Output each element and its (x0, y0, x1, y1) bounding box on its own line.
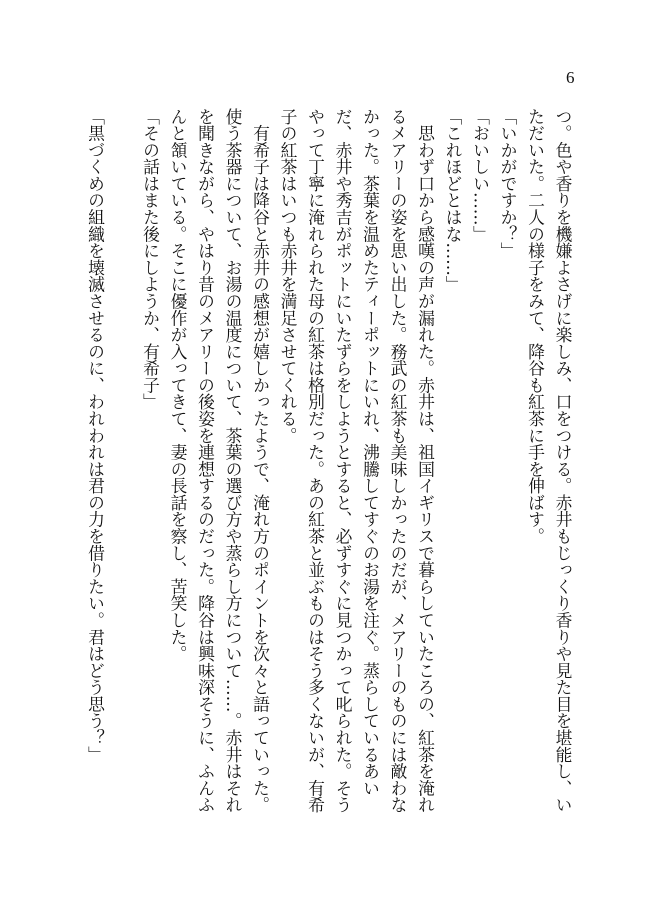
text-line: 子の紅茶はいつも赤井を満足させてくれる。 (278, 108, 298, 444)
dialogue-line: 「これほどとはな……」 (443, 108, 463, 293)
text-line: かった。茶葉を温めたティーポットにいれ、沸騰してすぐのお湯を注ぐ。蒸らしているあい (360, 108, 381, 797)
vertical-text-block (81, 108, 576, 820)
page-number: 6 (566, 68, 575, 87)
dialogue-line: 「黒づくめの組織を壊滅させるのに、われわれは君の力を借りたい。君はどう思う？」 (85, 108, 106, 763)
text-line: つ。色や香りを機嫌よさげに楽しみ、口をつける。赤井もじっくり香りや見た目を堪能し、い (553, 108, 573, 814)
text-line: るメアリーの姿を思い出した。務武の紅茶も美味しかったのだが、メアリーのものには敵わな (388, 108, 408, 814)
text-line: 使う茶器について、お湯の温度について、茶葉の選び方や蒸らし方について……。赤井はそれ (223, 108, 243, 814)
text-line: 思わず口から感嘆の声が漏れた。赤井は、祖国イギリスで暮らしていたころの、紅茶を淹れ (415, 108, 436, 814)
text-line: を聞きながら、やはり昔のメアリーの後姿を連想するのだった。降谷は興味深そうに、ふんふ (195, 108, 216, 814)
dialogue-line: 「いかがですか？」 (498, 108, 518, 260)
dialogue-line: 「おいしい……」 (470, 108, 491, 243)
dialogue-line: 「その話はまた後にしようか、有希子」 (140, 108, 161, 411)
text-line: やって丁寧に淹れられた母の紅茶は格別だった。あの紅茶と並ぶものはそう多くないが、有希 (305, 108, 326, 814)
text-line: んと頷いている。そこに優作が入ってきて、妻の長話を察し、苦笑した。 (168, 108, 188, 663)
text-line: だ、赤井や秀吉がポットにいたずらをしようとすると、必ずすぐに見つかって叱られた。そう (333, 108, 353, 814)
text-line: ただいた。二人の様子をみて、降谷も紅茶に手を伸ばす。 (525, 108, 546, 545)
blank-line (109, 108, 137, 820)
text-line: 有希子は降谷と赤井の感想が嬉しかったようで、淹れ方のポイントを次々と語っていった。 (250, 108, 271, 814)
